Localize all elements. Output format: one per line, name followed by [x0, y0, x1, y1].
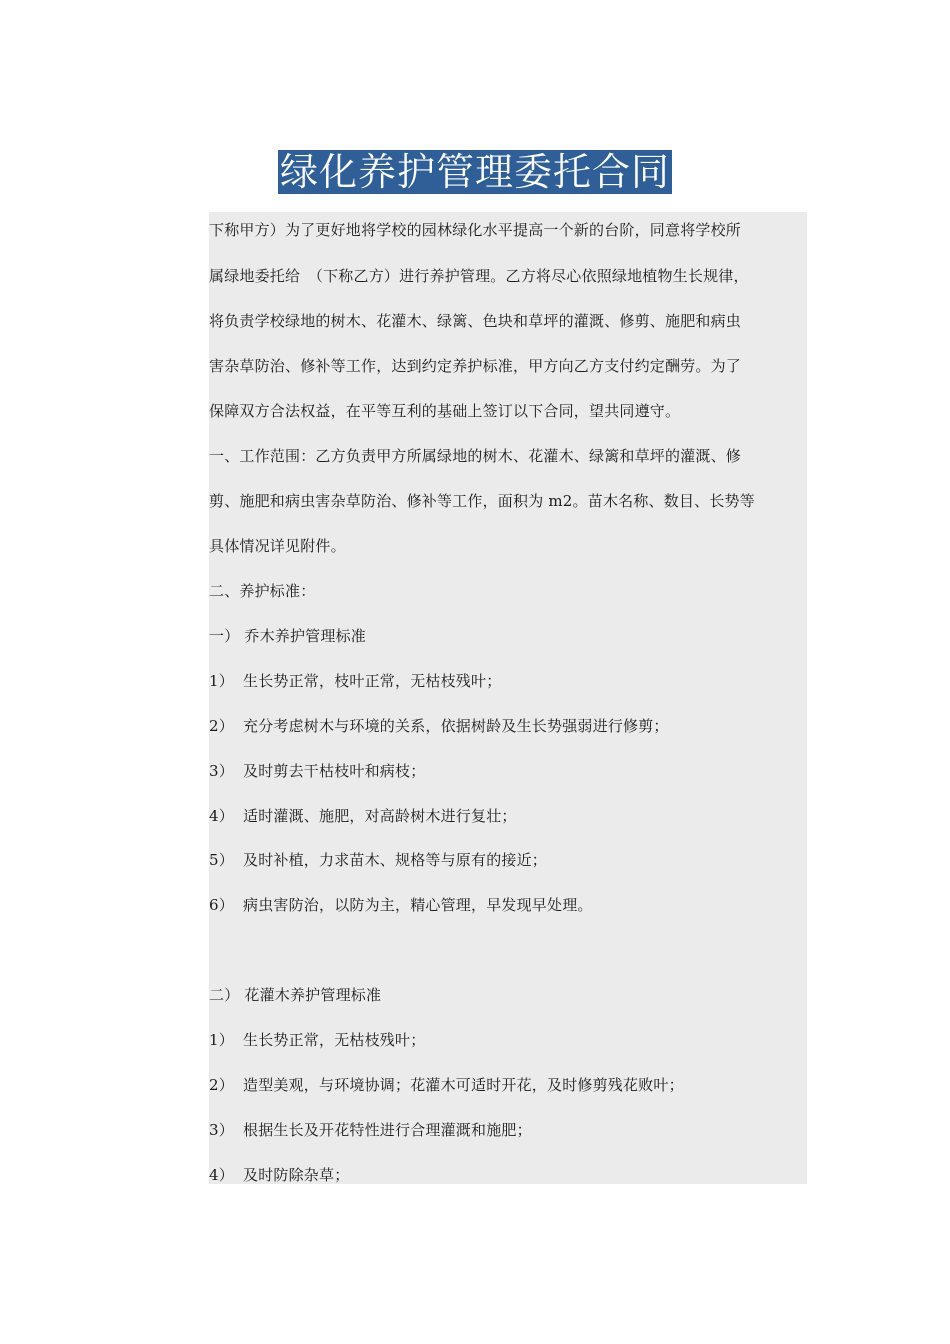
list-item-number: 4） [209, 1166, 234, 1184]
list-item-text: 生长势正常，无枯枝残叶； [243, 1031, 426, 1049]
list-item-text: 生长势正常，枝叶正常，无枯枝残叶； [243, 672, 502, 690]
list-item [209, 850, 547, 870]
list-item [209, 1075, 684, 1095]
list-item-number: 1） [209, 1031, 234, 1049]
section1-line: 具体情况详见附件。 [209, 537, 346, 555]
list-item-text: 病虫害防治，以防为主，精心管理，早发现早处理。 [243, 896, 593, 914]
paragraph-line: 下称甲方）为了更好地将学校的园林绿化水平提高一个新的台阶，同意将学校所 [209, 221, 742, 239]
paragraph-line: 将负责学校绿地的树木、花灌木、绿篱、色块和草坪的灌溉、修剪、施肥和病虫 [209, 312, 742, 330]
paragraph-line: 保障双方合法权益，在平等互利的基础上签订以下合同，望共同遵守。 [209, 402, 681, 420]
list-item [209, 761, 425, 781]
list-item-number: 2） [209, 717, 234, 735]
list-item-number: 6） [209, 896, 234, 914]
subsection2-heading: 二） 花灌木养护管理标准 [209, 986, 382, 1004]
section1-line: 一、工作范围：乙方负责甲方所属绿地的树木、花灌木、绿篱和草坪的灌溉、修 [209, 447, 742, 465]
title-container [0, 150, 950, 194]
paragraph-line: 属绿地委托给 （下称乙方）进行养护管理。乙方将尽心依照绿地植物生长规律， [209, 267, 749, 285]
list-item-number: 5） [209, 851, 234, 869]
list-item-number: 2） [209, 1076, 234, 1094]
subsection1-heading: 一） 乔木养护管理标准 [209, 627, 366, 645]
list-item-number: 3） [209, 762, 234, 780]
list-item [209, 895, 593, 915]
list-item [209, 671, 501, 691]
list-item [209, 1030, 425, 1050]
list-item-text: 造型美观，与环境协调；花灌木可适时开花，及时修剪残花败叶； [243, 1076, 684, 1094]
paragraph-line: 害杂草防治、修补等工作，达到约定养护标准，甲方向乙方支付约定酬劳。为了 [209, 357, 742, 375]
list-item-number: 1） [209, 672, 234, 690]
list-item-text: 及时补植，力求苗木、规格等与原有的接近； [243, 851, 548, 869]
list-item-text: 充分考虑树木与环境的关系，依据树龄及生长势强弱进行修剪； [243, 717, 669, 735]
section1-line: 剪、施肥和病虫害杂草防治、修补等工作，面积为 m2。苗木名称、数目、长势等 [209, 492, 755, 510]
list-item-number: 3） [209, 1121, 234, 1139]
list-item-number: 4） [209, 807, 234, 825]
list-item [209, 716, 669, 736]
section2-heading: 二、养护标准： [209, 582, 316, 600]
document-title: 绿化养护管理委托合同 [279, 150, 670, 194]
list-item [209, 1120, 532, 1140]
list-item-text: 及时防除杂草； [243, 1166, 350, 1184]
list-item-text: 适时灌溉、施肥，对高龄树木进行复壮； [243, 807, 517, 825]
list-item [209, 1165, 349, 1185]
list-item [209, 806, 517, 826]
list-item-text: 及时剪去干枯枝叶和病枝； [243, 762, 426, 780]
list-item-text: 根据生长及开花特性进行合理灌溉和施肥； [243, 1121, 532, 1139]
